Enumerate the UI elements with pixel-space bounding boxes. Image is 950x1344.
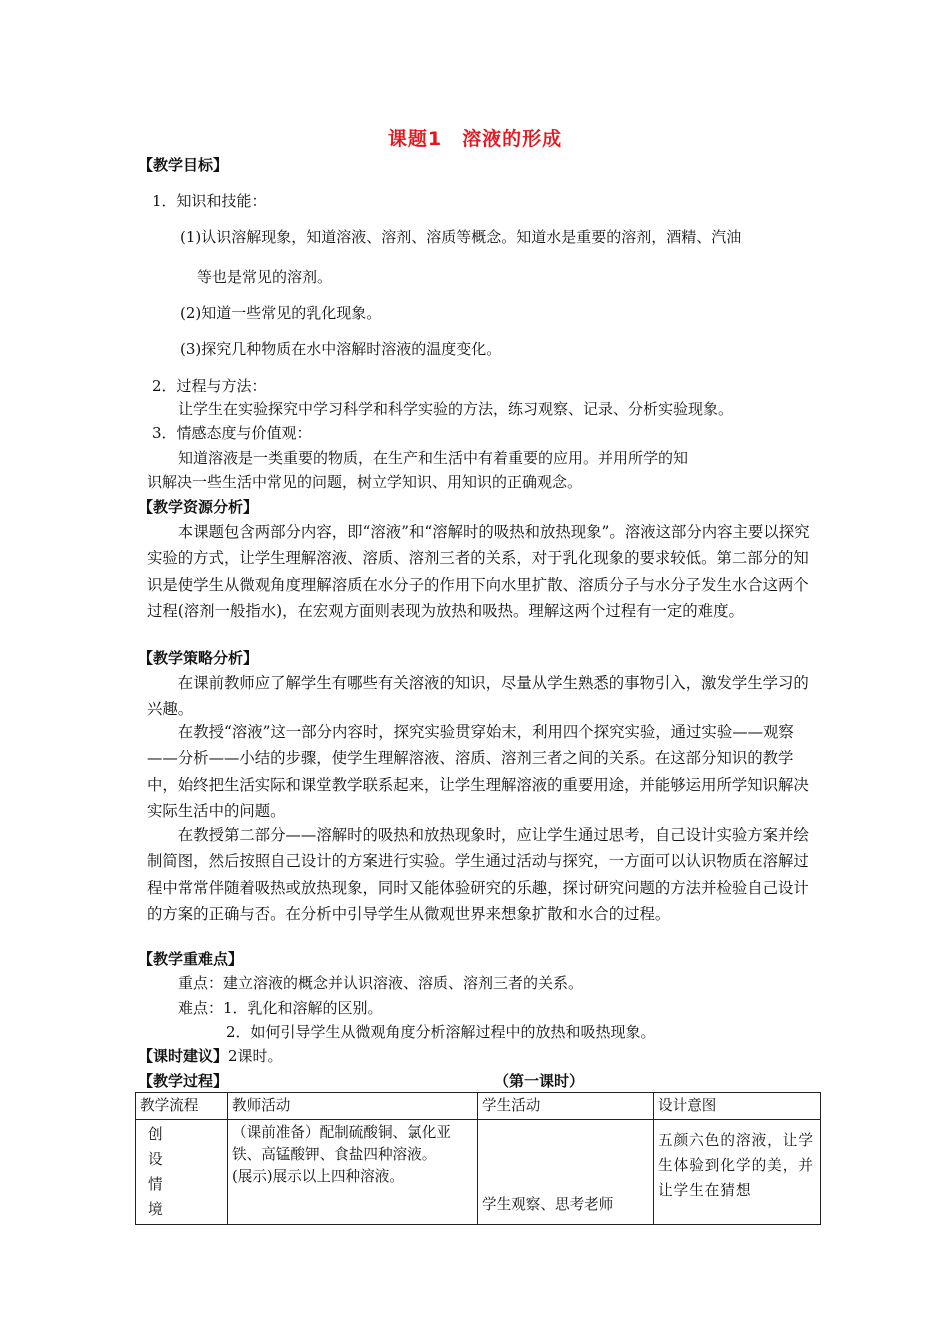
flow-char: 设: [148, 1151, 163, 1168]
student-activity-text: 学生观察、思考老师: [482, 1196, 614, 1213]
goal-attitude-text-b: 识解决一些生活中常见的问题，树立学知识、用知识的正确观念。: [147, 473, 583, 491]
teacher-activity-show: (展示)展示以上四种溶液。: [232, 1168, 404, 1185]
page-title: 课题1 溶液的形成: [387, 128, 563, 150]
teacher-activity-prep: （课前准备）配制硫酸铜、氯化亚铁、高锰酸钾、食盐四种溶液。: [232, 1124, 451, 1163]
strategy-paragraph-3: 在教授第二部分——溶解时的吸热和放热现象时，应让学生通过思考，自己设计实验方案并绘制简图，然后按照自己设计的方案进行实验。学生通过活动与探究，一方面可以认识物质在溶解过程中常常伴随着吸热或放热现象，同时又能体验研究的乐趣，探讨研究问题的方法并检验自己设计的方案的正确与否。在分析中引导学生从微观世界来想象扩散和水合的过程。: [147, 826, 809, 924]
flow-char: 创: [148, 1126, 163, 1143]
design-intent-text: 五颜六色的溶液，让学生体验到化学的美，并让学生在猜想: [658, 1132, 814, 1199]
keypoint-difficulty-2: 2．如何引导学生从微观角度分析溶解过程中的放热和吸热现象。: [226, 1023, 656, 1041]
teacher-activity-cell: [228, 1120, 478, 1225]
hours-value: 2课时。: [228, 1047, 283, 1065]
flow-char: 情: [148, 1176, 163, 1193]
section-heading-process: 【教学过程】: [138, 1072, 229, 1090]
goal-method-text: 让学生在实验探究中学习科学和科学实验的方法，练习观察、记录、分析实验现象。: [178, 400, 734, 418]
section-heading-hours: 【课时建议】: [138, 1047, 229, 1065]
process-table: [135, 1092, 821, 1225]
goal-knowledge-item-1a: (1)认识溶解现象，知道溶液、溶剂、溶质等概念。知道水是重要的溶剂，酒精、汽油: [180, 228, 742, 246]
table-row: [136, 1120, 821, 1225]
section-heading-resource: 【教学资源分析】: [138, 498, 259, 516]
goal-knowledge-label: 1．知识和技能：: [152, 192, 267, 210]
hours-line: [138, 1045, 283, 1067]
student-activity-cell: [478, 1120, 654, 1225]
section-heading-keypoints: 【教学重难点】: [138, 950, 244, 968]
strategy-paragraph-2: 在教授“溶液”这一部分内容时，探究实验贯穿始末，利用四个探究实验，通过实验——观察——分析——小结的步骤，使学生理解溶液、溶质、溶剂三者之间的关系。在这部分知识的教学中，始终把生活实际和课堂教学联系起来，让学生理解溶液的重要用途，并能够运用所学知识解决实际生活中的问题。: [147, 723, 809, 821]
table-header-cell: 设计意图: [654, 1093, 821, 1120]
goal-method-label: 2．过程与方法：: [152, 377, 267, 395]
section-heading-strategy: 【教学策略分析】: [138, 649, 259, 667]
keypoint-key: 重点：建立溶液的概念并认识溶液、溶质、溶剂三者的关系。: [178, 974, 584, 992]
session-label: （第一课时）: [494, 1072, 585, 1090]
table-header-cell: 教学流程: [136, 1093, 228, 1120]
goal-knowledge-item-2: (2)知道一些常见的乳化现象。: [180, 304, 382, 322]
table-header-cell: 教师活动: [228, 1093, 478, 1120]
goal-knowledge-item-3: (3)探究几种物质在水中溶解时溶液的温度变化。: [180, 340, 502, 358]
flow-char: 境: [148, 1201, 163, 1218]
section-heading-goals: 【教学目标】: [138, 156, 229, 174]
resource-paragraph: 本课题包含两部分内容，即“溶液”和“溶解时的吸热和放热现象”。溶液这部分内容主要以探究实验的方式，让学生理解溶液、溶质、溶剂三者的关系，对于乳化现象的要求较低。第二部分的知识是使学生从微观角度理解溶质在水分子的作用下向水里扩散、溶质分子与水分子发生水合这两个过程(溶剂一般指水)，在宏观方面则表现为放热和吸热。理解这两个过程有一定的难度。: [147, 523, 810, 621]
flow-cell: [136, 1120, 228, 1225]
table-header-row: [136, 1093, 821, 1120]
design-intent-cell: [654, 1120, 821, 1225]
goal-attitude-label: 3．情感态度与价值观：: [152, 424, 312, 442]
strategy-paragraph-1: 在课前教师应了解学生有哪些有关溶液的知识，尽量从学生熟悉的事物引入，激发学生学习的兴趣。: [147, 674, 809, 719]
keypoint-difficulty-1: 难点：1．乳化和溶解的区别。: [178, 999, 383, 1017]
goal-knowledge-item-1b: 等也是常见的溶剂。: [197, 268, 333, 286]
table-header-cell: 学生活动: [478, 1093, 654, 1120]
goal-attitude-text-a: 知道溶液是一类重要的物质，在生产和生活中有着重要的应用。并用所学的知: [178, 449, 689, 467]
